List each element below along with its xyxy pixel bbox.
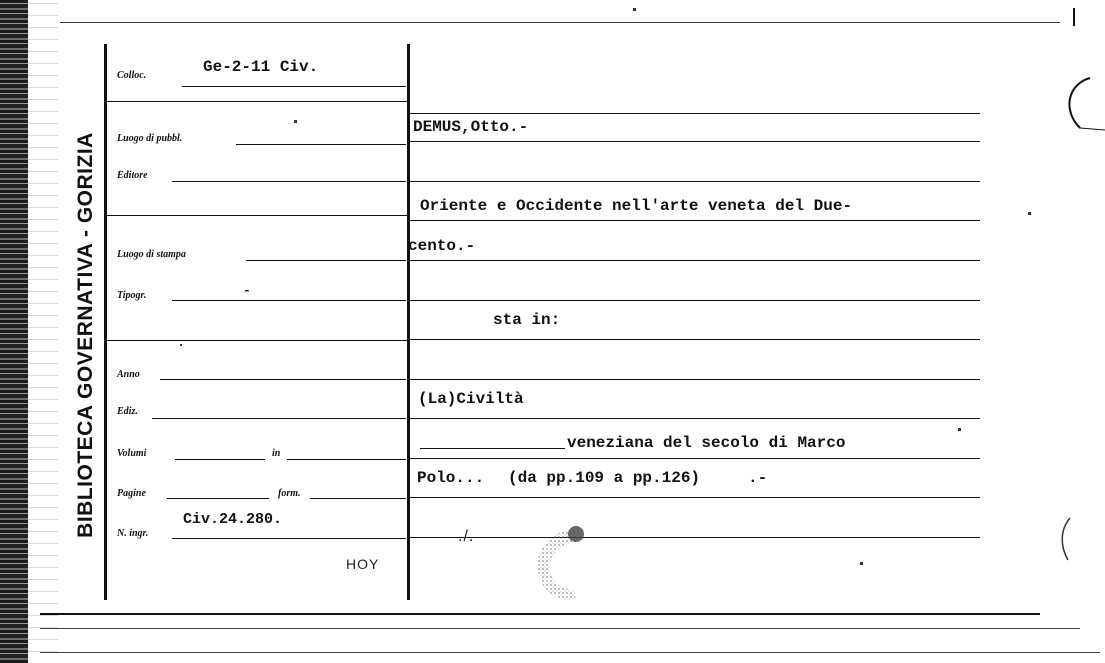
entry-rule-9 (410, 418, 980, 419)
card-bottom-edge (40, 613, 1040, 615)
handwritten-note: HOY (346, 556, 380, 572)
field-line-colloc (182, 86, 406, 87)
field-line-n-ingr (172, 538, 406, 539)
entry-rule-2 (410, 141, 980, 142)
scan-edge-strip (0, 0, 28, 663)
field-label-anno: Anno (117, 369, 140, 380)
card-top-edge (60, 22, 1060, 23)
entry-rule-8 (410, 379, 980, 380)
field-line-anno (160, 379, 406, 380)
entry-rule-12 (410, 537, 980, 538)
library-stamp (530, 520, 596, 606)
field-value-tipogr: - (243, 283, 251, 298)
field-label-luogo-pubbl: Luogo di pubbl. (117, 133, 183, 144)
field-line-pagine (167, 498, 269, 499)
field-label-n-ingr: N. ingr. (117, 528, 149, 539)
field-value-colloc: Ge-2-11 Civ. (203, 58, 319, 76)
scan-speck-6 (180, 344, 182, 346)
field-line-formato (310, 498, 406, 499)
entry-rule-1 (410, 113, 980, 114)
left-divider-3 (106, 340, 408, 341)
left-divider-1 (106, 101, 408, 102)
field-line-editore (172, 181, 406, 182)
entry-title-line-2: cento.- (408, 237, 476, 255)
entry-rule-10 (410, 458, 980, 459)
field-line-volumi (175, 459, 265, 460)
scan-edge-texture (28, 0, 58, 663)
field-line-luogo-pubbl (236, 144, 406, 145)
entry-rule-3 (410, 181, 980, 182)
field-label-volumi: Volumi (117, 448, 147, 459)
scan-arc-top-right (1050, 70, 1105, 140)
entry-journal-blank (420, 448, 565, 449)
left-divider-2 (106, 215, 408, 216)
scan-arc-bottom-right (1050, 510, 1090, 570)
field-line-ediz (152, 418, 406, 419)
entry-pages-prefix: Polo... (417, 469, 485, 487)
scan-line-lower (40, 628, 1080, 629)
entry-rule-5 (410, 260, 980, 261)
entry-title-line-1: Oriente e Occidente nell'arte veneta del Due- (420, 197, 853, 215)
scan-speck-1 (633, 8, 636, 11)
entry-pages-range: (da pp.109 a pp.126) (508, 469, 701, 487)
entry-rule-7 (410, 339, 980, 340)
field-line-tipogr (172, 300, 406, 301)
scan-mark-top-right (1073, 8, 1075, 26)
field-label-colloc: Colloc. (117, 70, 147, 81)
field-label-formato: form. (278, 488, 301, 499)
field-line-luogo-stampa (246, 260, 406, 261)
card-column-divider (407, 44, 410, 600)
scan-speck-3 (860, 562, 863, 565)
entry-journal-continued: veneziana del secolo di Marco (567, 434, 846, 452)
scan-speck-2 (1028, 212, 1031, 215)
scan-speck-5 (294, 120, 297, 123)
card-left-border (104, 44, 107, 600)
field-label-tipogr: Tipogr. (117, 290, 147, 301)
field-label-volumi-in: in (272, 448, 281, 459)
field-line-volumi-in (287, 459, 406, 460)
entry-pages-suffix: .- (748, 469, 768, 487)
field-value-n-ingr: Civ.24.280. (183, 511, 283, 528)
field-label-luogo-stampa: Luogo di stampa (117, 249, 186, 260)
entry-mark: ./. (458, 528, 475, 545)
field-label-pagine: Pagine (117, 488, 146, 499)
entry-rule-11 (410, 497, 980, 498)
field-label-ediz: Ediz. (117, 406, 138, 417)
scan-line-bottom (40, 652, 1100, 653)
scan-speck-4 (958, 428, 961, 431)
entry-journal: (La)Civiltà (418, 390, 524, 408)
library-name-vertical: BIBLIOTECA GOVERNATIVA - GORIZIA (74, 132, 97, 538)
field-label-editore: Editore (117, 170, 148, 181)
entry-rule-6 (410, 300, 980, 301)
entry-rule-4 (410, 220, 980, 221)
entry-author: DEMUS,Otto.- (413, 118, 529, 136)
entry-in-label: sta in: (493, 311, 561, 329)
